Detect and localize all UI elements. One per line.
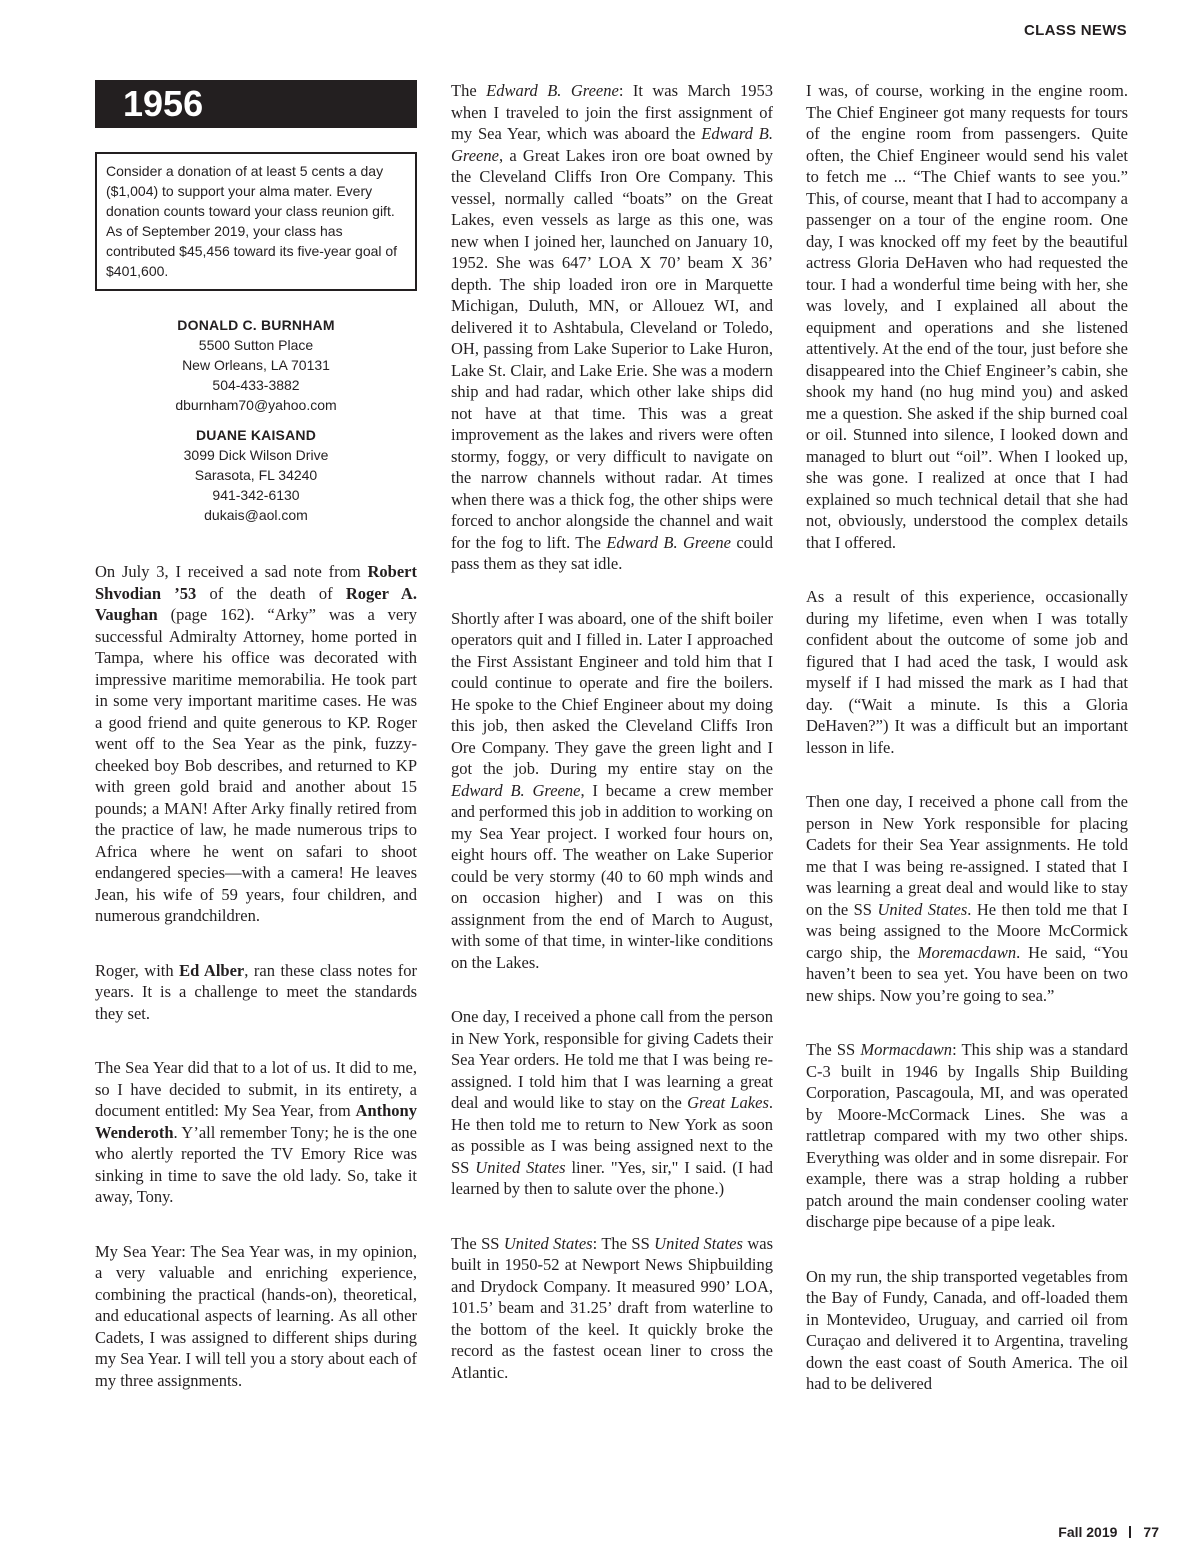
bold-name: Robert Shvodian ’53: [95, 562, 417, 603]
text-run: liner. "Yes, sir," I said. (I had learned by then to salute over the phone.): [451, 1157, 774, 1198]
italic-title: United States: [877, 899, 968, 919]
class-contacts: [95, 315, 417, 525]
article-paragraph: [95, 1057, 417, 1208]
text-run: The SS: [806, 1040, 861, 1059]
article-paragraph: [806, 586, 1128, 758]
contact-phone: 941-342-6130: [212, 487, 300, 503]
text-run: On my run, the ship transported vegetables from the Bay of Fundy, Canada, and off-loaded them in Montevideo, Uruguay, and carried oil from Curaçao and delivered it to Argentina, traveling down the east coast of South America. The oil had to be delivered: [806, 1266, 1128, 1393]
contact-email: dburnham70@yahoo.com: [175, 397, 337, 413]
contact-city: New Orleans, LA 70131: [182, 357, 330, 373]
text-run: : This ship was a standard C-3 built in 1946 by Ingalls Ship Building Corporation, Pascagoula, MI, and was operated by Moore-McCormack Lines. She was a rattletrap compared with my two other ships. Everything was older and in some disrepair. For example, there was a strap holding a rubber patch around the main condenser cooling water discharge pipe because of a pipe leak.: [806, 1040, 1128, 1231]
text-run: was built in 1950-52 at Newport News Shipbuilding and Drydock Company. It measured 990’ LOA, 101.5’ beam and 31.25’ draft from waterline to the bottom of the keel. It quickly broke the record as the fastest ocean liner to cross the Atlantic.: [451, 1233, 774, 1382]
article-paragraph: [806, 791, 1128, 1006]
text-run: Shortly after I was aboard, one of the shift boiler operators quit and I filled in. Later I approached the First Assistant Engineer and told him that I could continue to operate and fire the boilers. He spoke to the Chief Engineer about my doing this job, then asked the Cleveland Cliffs Iron Ore Company. They gave the green light and I got the job. During my entire stay on the: [451, 608, 773, 778]
text-run: . He then told me to return to New York as soon as possible as I was being assigned next to the SS: [451, 1093, 773, 1177]
article-paragraph: [95, 561, 417, 927]
text-run: . He then told me that I was being assigned to the Moore McCormick cargo ship, the: [806, 899, 1129, 962]
contact-city: Sarasota, FL 34240: [194, 467, 318, 483]
article-paragraph: [806, 80, 1128, 553]
text-run: My Sea Year: The Sea Year was, in my opinion, a very valuable and enriching experience, combining the practical (hands-on), theoretical, and educational aspects of learning. As all other Cadets, I was assigned to different ships during my Sea Year. I will tell you a story about each of my three assignments.: [95, 1241, 417, 1390]
italic-title: Edward B. Greene: [451, 124, 773, 165]
italic-title: Edward B. Greene: [451, 780, 581, 800]
page-number: 77: [1143, 1524, 1159, 1540]
italic-title: Moremacdawn: [917, 942, 1017, 962]
contact-phone: 504-433-3882: [212, 377, 300, 393]
footer-divider: [1129, 1526, 1131, 1538]
text-run: The SS: [451, 1233, 504, 1253]
article-paragraph: [451, 608, 773, 974]
text-run: I was, of course, working in the engine room. The Chief Engineer got many requests for tours of the engine room from passengers. Quite often, the Chief Engineer would send his valet to fetch me ... “The Chief wants to see you.” This, of course, meant that I had to accompany a passenger on a tour of the engine room. One day, I was knocked off my feet by the beautiful actress Gloria DeHaven who had requested the tour. I had a wonderful time being with her, she was lovely, and I explained all about the equipment and operations and she listened attentively. At the end of the tour, just before she disappeared into the Chief Engineer’s cabin, she shook my hand (no hug mind you) and asked me a question. She asked if the ship burned coal or oil. Stunned into silence, I looked down and managed to blurt out “oil”. When I looked up, she was gone. I realized at once that I had explained so much technical detail that she had not, obviously, understood the complex details that I offered.: [806, 81, 1128, 552]
bold-name: Anthony Wenderoth: [95, 1101, 417, 1142]
text-run: The: [451, 81, 487, 100]
italic-title: Mormacdawn: [860, 1040, 953, 1059]
column-left: [95, 80, 417, 1391]
text-run: The Sea Year did that to a lot of us. It did to me, so I have decided to submit, in its entirety, a document entitled: My Sea Year, from: [95, 1058, 417, 1120]
text-run: . He said, “You haven’t been to sea yet. You have been on two new ships. Now you’re going to sea.”: [806, 942, 1128, 1005]
donation-callout: Consider a donation of at least 5 cents a day ($1,004) to support your alma mater. Every donation counts toward your class reunion gift. As of September 2019, your class has contributed $45,456 toward its five-year goal of $401,600.: [95, 152, 417, 291]
text-run: Roger, with: [95, 960, 180, 980]
text-run: On July 3, I received a sad note from: [95, 562, 368, 581]
text-run: . Y’all remember Tony; he is the one who alertly reported the TV Emory Rice was sinking in time to save the old lady. So, take it away, Tony.: [95, 1122, 417, 1206]
text-run: could pass them as they sat idle.: [451, 532, 773, 573]
article-paragraph: [451, 1233, 773, 1384]
column-left-body: [95, 561, 417, 1391]
italic-title: Edward B. Greene: [486, 81, 619, 100]
article-paragraph: [451, 1006, 773, 1200]
text-run: : It was March 1953 when I traveled to join the first assignment of my Sea Year, which was aboard the: [451, 81, 774, 143]
issue-label: Fall 2019: [1058, 1524, 1118, 1540]
contact-street: 3099 Dick Wilson Drive: [183, 447, 329, 463]
contact-name: DUANE KAISAND: [195, 427, 317, 443]
column-middle: [451, 80, 773, 1383]
text-run: As a result of this experience, occasionally during my lifetime, even when I was totally confident about the outcome of some job and figured that I had aced the task, I would ask myself if I had missed the mark as I had that day. (“Wait a minute. Is this a Gloria DeHaven?”) It was a difficult but an important lesson in life.: [806, 587, 1128, 757]
class-year-heading: 1956: [95, 80, 417, 128]
text-run: Then one day, I received a phone call from the person in New York responsible for placing Cadets for their Sea Year assignments. He told me that I was being re-assigned. I stated that I was learning a great deal and would like to stay on the SS: [806, 792, 1128, 919]
section-label: CLASS NEWS: [1023, 22, 1127, 39]
contact-email: dukais@aol.com: [204, 507, 308, 523]
italic-title: Great Lakes: [687, 1093, 769, 1112]
text-run: : The SS: [592, 1233, 655, 1253]
italic-title: United States: [654, 1233, 743, 1253]
article-paragraph: [806, 1039, 1128, 1233]
article-paragraph: [95, 1241, 417, 1392]
italic-title: United States: [475, 1157, 566, 1177]
contact-street: 5500 Sutton Place: [198, 337, 314, 353]
bold-name: Roger A. Vaughan: [95, 583, 417, 624]
page-footer: [1058, 1524, 1159, 1540]
article-paragraph: [451, 80, 773, 575]
text-run: , a Great Lakes iron ore boat owned by the Cleveland Cliffs Iron Ore Company. This vessel, normally called “boats” on the Great Lakes, even vessels as large as this one, was new when I joined her, launched on January 10, 1952. She was 647’ LOA X 70’ beam X 36’ depth. The ship loaded iron ore in Marquette Michigan, Duluth, MN, or Allouez WI, and delivered it to Ashtabula, Cleveland or Toledo, OH, passing from Lake Superior to Lake Huron, Lake St. Clair, and Lake Erie. She was a modern ship and had radar, which other lake ships did not have at that time. This was a great improvement as the lakes and rivers were often stormy, foggy, or very difficult to navigate on the narrow channels without radar. At times when there was a thick fog, the other ships were forced to anchor alongside the channel and wait for the fog to lift. The: [451, 145, 773, 552]
contact-card: [95, 425, 417, 525]
column-right: [806, 80, 1128, 1395]
contact-name: DONALD C. BURNHAM: [177, 317, 335, 333]
bold-name: Ed Alber: [179, 960, 245, 980]
contact-card: [95, 315, 417, 415]
text-run: (page 162). “Arky” was a very successful Admiralty Attorney, home ported in Tampa, where his office was decorated with impressive maritime memorabilia. He took part in some very important maritime cases. He was a good friend and quite generous to KP. Roger went off to the Sea Year as the pink, fuzzy-cheeked boy Bob describes, and returned to KP with green gold braid and another about 15 pounds; a MAN! After Arky finally retired from the practice of law, he made numerous trips to Africa where he went on safari to shoot endangered species—with a camera! He leaves Jean, his wife of 59 years, four children, and numerous grandchildren.: [95, 605, 417, 925]
italic-title: Edward B. Greene: [606, 532, 731, 552]
text-run: , I became a crew member and performed this job in addition to working on my Sea Year project. I worked four hours on, eight hours off. The weather on Lake Superior could be very stormy (40 to 60 mph winds and on occasion higher) and I was on this assignment from the end of March to August, with some of that time, in winter-like conditions on the Lakes.: [451, 780, 773, 972]
article-paragraph: [806, 1266, 1128, 1395]
italic-title: United States: [503, 1233, 593, 1253]
text-run: , ran these class notes for years. It is a challenge to meet the standards they set.: [95, 960, 417, 1023]
text-run: of the death of: [196, 583, 346, 603]
text-run: One day, I received a phone call from the person in New York, responsible for giving Cadets their Sea Year orders. He told me that I was being re-assigned. I told him that I was learning a great deal and would like to stay on the: [451, 1007, 773, 1112]
article-paragraph: [95, 960, 417, 1025]
